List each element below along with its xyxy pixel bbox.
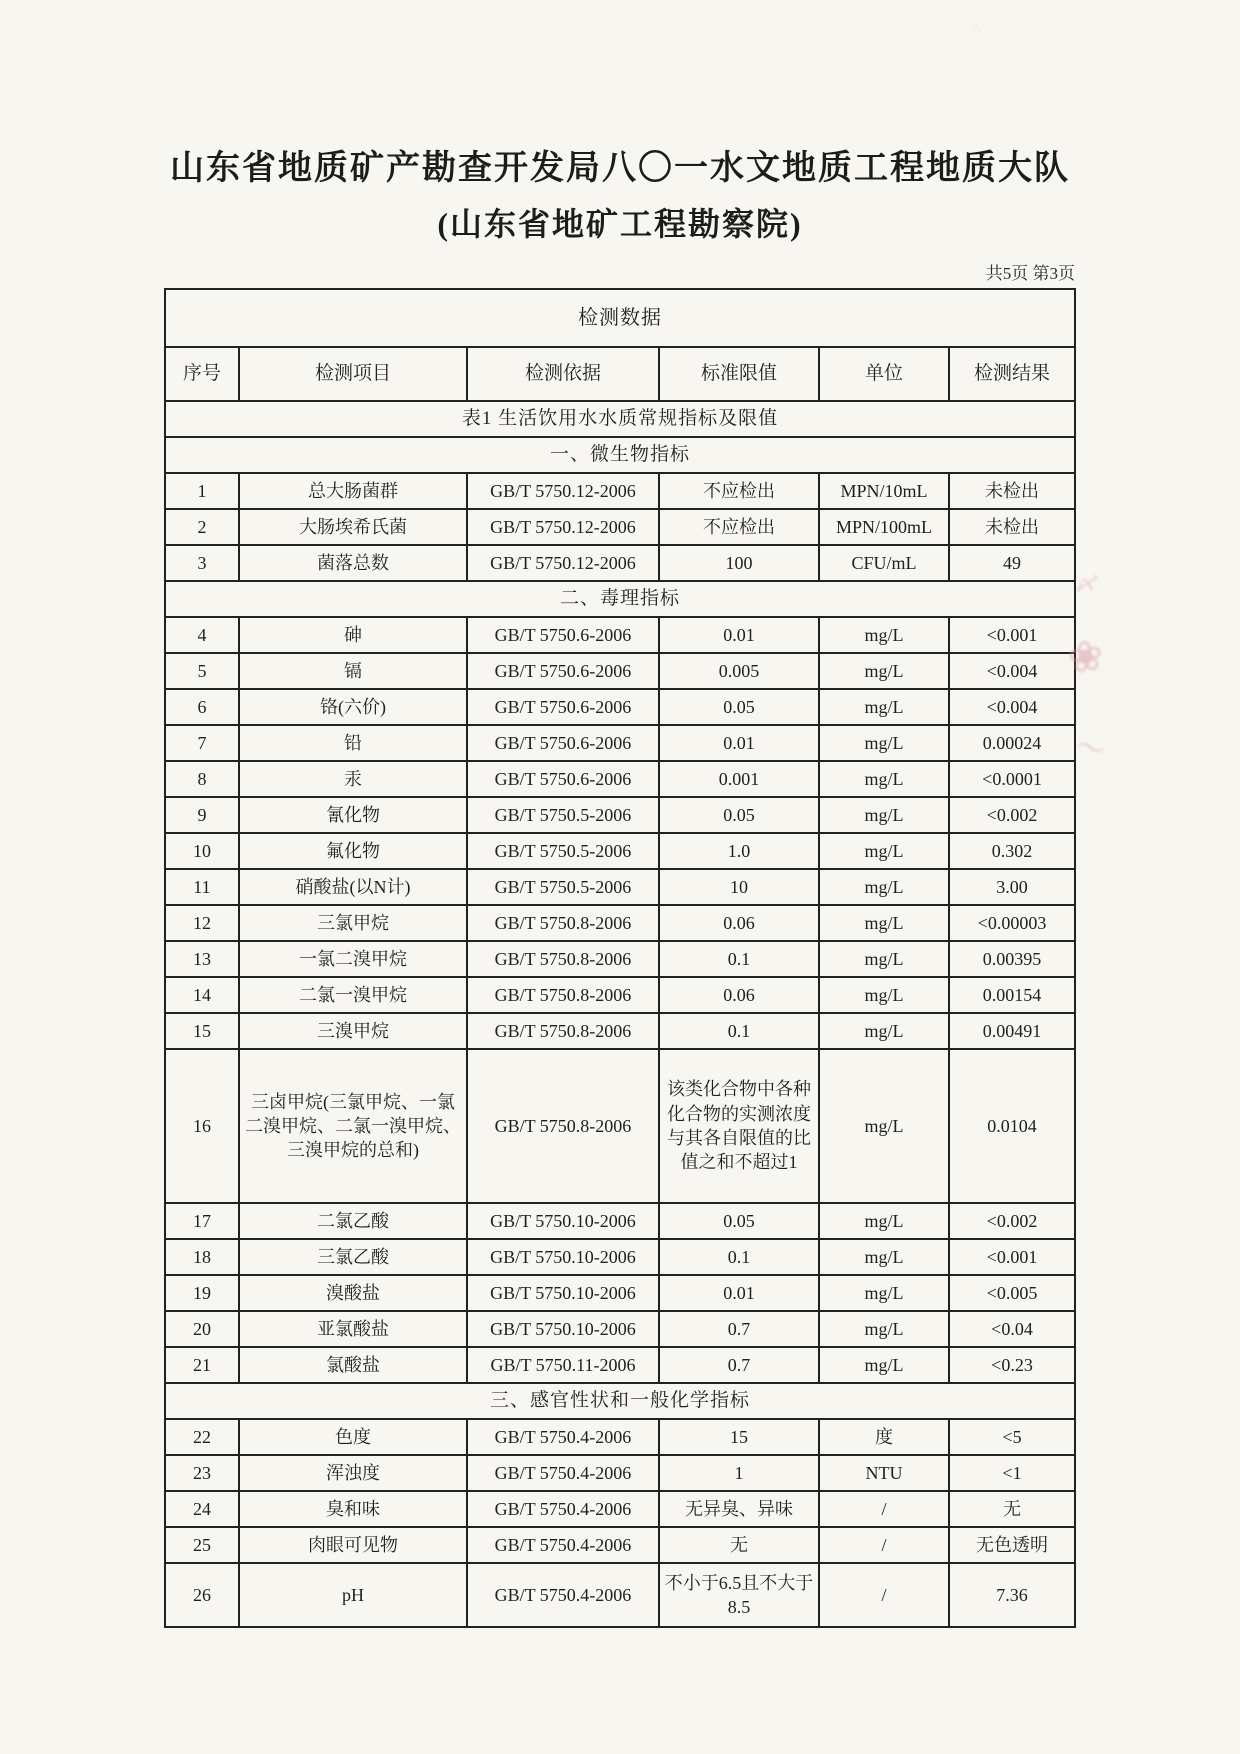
table-cell-col0: 18: [165, 1239, 239, 1275]
table-cell-col2: GB/T 5750.6-2006: [467, 761, 659, 797]
table-cell-col3: 不应检出: [659, 509, 819, 545]
table-cell-col3: 10: [659, 869, 819, 905]
table-cell-col2: GB/T 5750.6-2006: [467, 725, 659, 761]
table-row: [165, 617, 1075, 653]
table-row: [165, 1013, 1075, 1049]
table-row: [165, 797, 1075, 833]
table-cell-col5: <0.00003: [949, 905, 1075, 941]
table-cell-col2: GB/T 5750.5-2006: [467, 833, 659, 869]
table-cell-col2: GB/T 5750.10-2006: [467, 1311, 659, 1347]
table-cell-col2: GB/T 5750.10-2006: [467, 1275, 659, 1311]
table-row: [165, 1491, 1075, 1527]
table-cell-col5: 7.36: [949, 1563, 1075, 1627]
table-cell-col5: <0.002: [949, 797, 1075, 833]
table-row: [165, 653, 1075, 689]
table-cell-col0: 23: [165, 1455, 239, 1491]
table-cell-col0: 7: [165, 725, 239, 761]
table-cell-col3: 0.1: [659, 941, 819, 977]
table-cell-col1: 大肠埃希氏菌: [239, 509, 467, 545]
table-row: [165, 1203, 1075, 1239]
table-cell-col1: 臭和味: [239, 1491, 467, 1527]
table-cell-col1: pH: [239, 1563, 467, 1627]
table-cell-col4: mg/L: [819, 833, 949, 869]
table-cell-col2: GB/T 5750.6-2006: [467, 617, 659, 653]
table-cell-col2: GB/T 5750.12-2006: [467, 509, 659, 545]
table-cell-col1: 溴酸盐: [239, 1275, 467, 1311]
table-cell-col0: 10: [165, 833, 239, 869]
table-cell-col2: GB/T 5750.4-2006: [467, 1563, 659, 1627]
page-title: 山东省地质矿产勘查开发局八〇一水文地质工程地质大队: [170, 150, 1070, 187]
table-cell-col0: 22: [165, 1419, 239, 1455]
section-label: 一、微生物指标: [165, 437, 1075, 473]
table-cell-col1: 总大肠菌群: [239, 473, 467, 509]
table-cell-col1: 汞: [239, 761, 467, 797]
table-cell-col4: mg/L: [819, 1275, 949, 1311]
table-cell-col1: 二氯乙酸: [239, 1203, 467, 1239]
table-cell-col3: 15: [659, 1419, 819, 1455]
table-cell-col1: 色度: [239, 1419, 467, 1455]
table-cell-col3: 0.01: [659, 725, 819, 761]
section-label: 二、毒理指标: [165, 581, 1075, 617]
table-cell-col4: mg/L: [819, 905, 949, 941]
table-cell-col3: 0.06: [659, 905, 819, 941]
section-row: [165, 581, 1075, 617]
table-cell-col0: 3: [165, 545, 239, 581]
table-cell-col3: 100: [659, 545, 819, 581]
page-subtitle: (山东省地矿工程勘察院): [437, 206, 803, 242]
table-cell-col2: GB/T 5750.4-2006: [467, 1419, 659, 1455]
section-label: 表1 生活饮用水水质常规指标及限值: [165, 401, 1075, 437]
table-cell-col5: 未检出: [949, 509, 1075, 545]
table-cell-col1: 一氯二溴甲烷: [239, 941, 467, 977]
table-row: [165, 1455, 1075, 1491]
table-cell-col5: <0.002: [949, 1203, 1075, 1239]
table-cell-col5: <0.0001: [949, 761, 1075, 797]
table-cell-col4: mg/L: [819, 689, 949, 725]
table-cell-col3: 1.0: [659, 833, 819, 869]
table-cell-col1: 亚氯酸盐: [239, 1311, 467, 1347]
table-cell-col5: 无色透明: [949, 1527, 1075, 1563]
table-cell-col4: CFU/mL: [819, 545, 949, 581]
table-cell-col3: 1: [659, 1455, 819, 1491]
table-cell-col4: MPN/100mL: [819, 509, 949, 545]
table-cell-col5: 0.302: [949, 833, 1075, 869]
table-cell-col5: <0.001: [949, 617, 1075, 653]
page-number-note: 共5页 第3页: [985, 264, 1075, 283]
table-cell-col5: <0.04: [949, 1311, 1075, 1347]
table-cell-col3: 0.05: [659, 689, 819, 725]
table-cell-col0: 24: [165, 1491, 239, 1527]
table-cell-col4: mg/L: [819, 1203, 949, 1239]
table-cell-col5: <0.23: [949, 1347, 1075, 1383]
table-cell-col4: mg/L: [819, 1239, 949, 1275]
table-cell-col5: <1: [949, 1455, 1075, 1491]
table-cell-col0: 5: [165, 653, 239, 689]
table-cell-col3: 0.1: [659, 1013, 819, 1049]
table-cell-col4: /: [819, 1563, 949, 1627]
table-cell-col2: GB/T 5750.4-2006: [467, 1455, 659, 1491]
column-header-4: 单位: [819, 347, 949, 401]
table-cell-col4: mg/L: [819, 977, 949, 1013]
table-cell-col2: GB/T 5750.6-2006: [467, 653, 659, 689]
table-cell-col3: 0.001: [659, 761, 819, 797]
table-cell-col5: <0.004: [949, 689, 1075, 725]
table-cell-col5: 0.0104: [949, 1049, 1075, 1203]
table-cell-col1: 二氯一溴甲烷: [239, 977, 467, 1013]
table-cell-col5: 0.00024: [949, 725, 1075, 761]
column-header-3: 标准限值: [659, 347, 819, 401]
table-row: [165, 1563, 1075, 1627]
table-cell-col1: 氟化物: [239, 833, 467, 869]
table-cell-col5: <0.005: [949, 1275, 1075, 1311]
stamp-fragment: 〆: [1072, 570, 1101, 601]
table-cell-col0: 17: [165, 1203, 239, 1239]
table-cell-col2: GB/T 5750.4-2006: [467, 1527, 659, 1563]
table-cell-col2: GB/T 5750.12-2006: [467, 545, 659, 581]
table-cell-col3: 0.05: [659, 1203, 819, 1239]
table-cell-col0: 26: [165, 1563, 239, 1627]
section-row: [165, 1383, 1075, 1419]
table-cell-col4: /: [819, 1527, 949, 1563]
table-row: [165, 1311, 1075, 1347]
table-cell-col4: mg/L: [819, 1311, 949, 1347]
table-cell-col2: GB/T 5750.10-2006: [467, 1239, 659, 1275]
table-cell-col1: 氰化物: [239, 797, 467, 833]
table-cell-col5: 无: [949, 1491, 1075, 1527]
table-cell-col0: 2: [165, 509, 239, 545]
table-cell-col4: mg/L: [819, 617, 949, 653]
table-cell-col2: GB/T 5750.8-2006: [467, 977, 659, 1013]
table-cell-col4: mg/L: [819, 1049, 949, 1203]
table-cell-col5: 0.00154: [949, 977, 1075, 1013]
table-cell-col2: GB/T 5750.8-2006: [467, 1013, 659, 1049]
table-cell-col0: 15: [165, 1013, 239, 1049]
table-cell-col5: 0.00395: [949, 941, 1075, 977]
table-row: [165, 1049, 1075, 1203]
table-cell-col5: 0.00491: [949, 1013, 1075, 1049]
table-cell-col0: 11: [165, 869, 239, 905]
table-cell-col3: 0.005: [659, 653, 819, 689]
table-cell-col0: 4: [165, 617, 239, 653]
table-cell-col4: mg/L: [819, 869, 949, 905]
table-row: [165, 1347, 1075, 1383]
table-cell-col5: 未检出: [949, 473, 1075, 509]
table-cell-col3: 0.01: [659, 1275, 819, 1311]
table-cell-col1: 菌落总数: [239, 545, 467, 581]
table-cell-col4: mg/L: [819, 941, 949, 977]
table-cell-col1: 镉: [239, 653, 467, 689]
table-cell-col0: 8: [165, 761, 239, 797]
table-cell-col1: 三氯甲烷: [239, 905, 467, 941]
table-row: [165, 977, 1075, 1013]
table-cell-col1: 三氯乙酸: [239, 1239, 467, 1275]
table-cell-col4: mg/L: [819, 1013, 949, 1049]
table-cell-col4: NTU: [819, 1455, 949, 1491]
table-cell-col4: MPN/10mL: [819, 473, 949, 509]
table-cell-col0: 12: [165, 905, 239, 941]
table-cell-col0: 13: [165, 941, 239, 977]
table-cell-col5: <5: [949, 1419, 1075, 1455]
table-row: [165, 1239, 1075, 1275]
table-cell-col0: 21: [165, 1347, 239, 1383]
table-cell-col4: /: [819, 1491, 949, 1527]
table-row: [165, 869, 1075, 905]
table-cell-col0: 20: [165, 1311, 239, 1347]
table-cell-col2: GB/T 5750.8-2006: [467, 1049, 659, 1203]
table-cell-col1: 肉眼可见物: [239, 1527, 467, 1563]
table-cell-col3: 不应检出: [659, 473, 819, 509]
table-row: [165, 545, 1075, 581]
table-cell-col4: mg/L: [819, 725, 949, 761]
table-cell-col0: 19: [165, 1275, 239, 1311]
stamp-fragment: ∴: [972, 22, 981, 38]
table-cell-col2: GB/T 5750.5-2006: [467, 797, 659, 833]
table-caption: 检测数据: [165, 289, 1075, 347]
section-row: [165, 437, 1075, 473]
table-cell-col0: 25: [165, 1527, 239, 1563]
table-cell-col2: GB/T 5750.8-2006: [467, 905, 659, 941]
table-row: [165, 725, 1075, 761]
table-cell-col3: 不小于6.5且不大于8.5: [659, 1563, 819, 1627]
table-row: [165, 905, 1075, 941]
table-header-row: [165, 347, 1075, 401]
table-row: [165, 1419, 1075, 1455]
table-cell-col4: mg/L: [819, 761, 949, 797]
table-row: [165, 761, 1075, 797]
table-cell-col5: <0.001: [949, 1239, 1075, 1275]
table-cell-col2: GB/T 5750.5-2006: [467, 869, 659, 905]
table-cell-col4: mg/L: [819, 653, 949, 689]
table-cell-col2: GB/T 5750.6-2006: [467, 689, 659, 725]
table-cell-col2: GB/T 5750.8-2006: [467, 941, 659, 977]
table-row: [165, 941, 1075, 977]
test-data-table: [164, 288, 1076, 1628]
table-cell-col1: 浑浊度: [239, 1455, 467, 1491]
table-cell-col5: 3.00: [949, 869, 1075, 905]
table-row: [165, 473, 1075, 509]
table-cell-col3: 无: [659, 1527, 819, 1563]
table-cell-col3: 0.06: [659, 977, 819, 1013]
table-row: [165, 1275, 1075, 1311]
table-cell-col0: 16: [165, 1049, 239, 1203]
table-cell-col1: 三溴甲烷: [239, 1013, 467, 1049]
table-cell-col1: 三卤甲烷(三氯甲烷、一氯二溴甲烷、二氯一溴甲烷、三溴甲烷的总和): [239, 1049, 467, 1203]
table-cell-col5: 49: [949, 545, 1075, 581]
column-header-5: 检测结果: [949, 347, 1075, 401]
table-row: [165, 509, 1075, 545]
table-cell-col1: 铅: [239, 725, 467, 761]
stamp-fragment: ❀: [1064, 629, 1107, 684]
table-cell-col2: GB/T 5750.10-2006: [467, 1203, 659, 1239]
table-cell-col3: 0.7: [659, 1347, 819, 1383]
table-cell-col3: 该类化合物中各种化合物的实测浓度与其各自限值的比值之和不超过1: [659, 1049, 819, 1203]
table-caption-row: [165, 289, 1075, 347]
column-header-1: 检测项目: [239, 347, 467, 401]
table-cell-col4: mg/L: [819, 797, 949, 833]
table-cell-col1: 氯酸盐: [239, 1347, 467, 1383]
table-row: [165, 1527, 1075, 1563]
table-cell-col0: 1: [165, 473, 239, 509]
table-cell-col3: 0.01: [659, 617, 819, 653]
table-cell-col4: mg/L: [819, 1347, 949, 1383]
table-cell-col3: 无异臭、异味: [659, 1491, 819, 1527]
table-cell-col1: 砷: [239, 617, 467, 653]
table-cell-col4: 度: [819, 1419, 949, 1455]
table-cell-col0: 6: [165, 689, 239, 725]
table-row: [165, 689, 1075, 725]
table-cell-col2: GB/T 5750.11-2006: [467, 1347, 659, 1383]
table-row: [165, 833, 1075, 869]
table-cell-col5: <0.004: [949, 653, 1075, 689]
table-cell-col3: 0.7: [659, 1311, 819, 1347]
table-cell-col3: 0.1: [659, 1239, 819, 1275]
table-cell-col0: 14: [165, 977, 239, 1013]
column-header-0: 序号: [165, 347, 239, 401]
table-cell-col1: 硝酸盐(以N计): [239, 869, 467, 905]
section-row: [165, 401, 1075, 437]
stamp-fragment: 〜: [1072, 729, 1109, 770]
table-cell-col2: GB/T 5750.4-2006: [467, 1491, 659, 1527]
table-cell-col2: GB/T 5750.12-2006: [467, 473, 659, 509]
table-cell-col0: 9: [165, 797, 239, 833]
section-label: 三、感官性状和一般化学指标: [165, 1383, 1075, 1419]
table-cell-col1: 铬(六价): [239, 689, 467, 725]
column-header-2: 检测依据: [467, 347, 659, 401]
table-cell-col3: 0.05: [659, 797, 819, 833]
